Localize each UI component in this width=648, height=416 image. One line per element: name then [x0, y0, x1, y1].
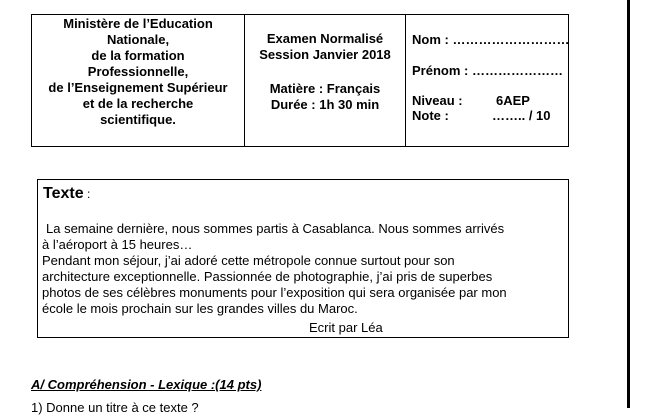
- ministry-line: de l’Enseignement Supérieur: [48, 80, 228, 95]
- text-line: école le mois prochain sur les grandes villes du Maroc.: [42, 301, 358, 316]
- text-line: à l’aéroport à 15 heures…: [42, 237, 193, 252]
- page-edge-bar: [627, 0, 630, 408]
- exam-session: Session Janvier 2018: [259, 47, 391, 62]
- ministry-line: scientifique.: [100, 112, 176, 127]
- exam-header-table: [31, 14, 569, 147]
- exam-duration: Durée : 1h 30 min: [270, 97, 380, 112]
- exam-title: Examen Normalisé: [266, 31, 384, 46]
- note-field[interactable]: …….. / 10: [492, 108, 551, 123]
- note-label: Note :: [412, 108, 449, 123]
- text-signature: Ecrit par Léa: [309, 320, 383, 335]
- text-title: [43, 185, 90, 203]
- ministry-line: Ministère de l’Education: [63, 16, 213, 31]
- student-firstname-field[interactable]: Prénom : …………………: [412, 63, 563, 78]
- text-line: photos de ses célèbres monuments pour l’exposition qui sera organisée par mon: [42, 285, 507, 300]
- text-line: Pendant mon séjour, j’ai adoré cette métropole connue surtout pour son: [42, 253, 455, 268]
- level-label: Niveau :: [412, 93, 463, 108]
- exam-subject: Matière : Français: [269, 81, 381, 96]
- exam-info-cell: [245, 15, 406, 147]
- text-line: architecture exceptionnelle. Passionnée de photographie, j’ai pris de superbes: [42, 269, 493, 284]
- text-title-label: Texte: [43, 185, 84, 202]
- text-title-colon: :: [83, 187, 91, 201]
- first-question: 1) Donne un titre à ce texte ?: [31, 400, 199, 415]
- section-a-title: A/ Compréhension - Lexique :(14 pts): [31, 377, 262, 392]
- student-info-cell: [406, 15, 569, 147]
- text-body: [42, 221, 557, 317]
- ministry-line: de la formation: [91, 48, 185, 63]
- text-box: [37, 179, 569, 338]
- ministry-line: et de la recherche: [82, 96, 194, 111]
- text-line: La semaine dernière, nous sommes partis à Casablanca. Nous sommes arrivés: [46, 221, 505, 236]
- ministry-cell: [32, 15, 245, 147]
- level-value: 6AEP: [496, 93, 530, 108]
- ministry-line: Professionnelle,: [87, 64, 189, 79]
- student-name-field[interactable]: Nom : ………………………: [412, 32, 570, 47]
- ministry-line: Nationale,: [106, 32, 170, 47]
